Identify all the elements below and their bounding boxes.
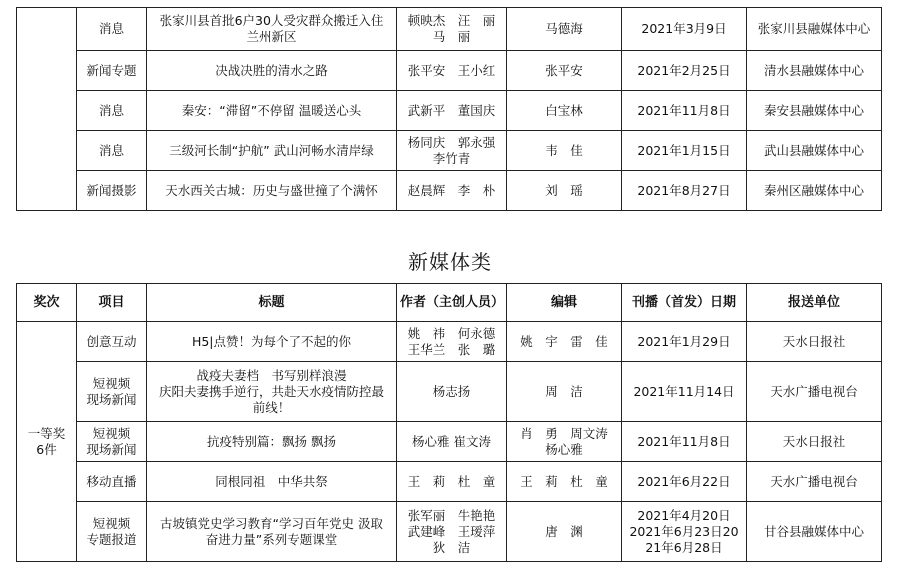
header-date: 刊播（首发）日期 — [622, 284, 747, 322]
title-cell: 古坡镇党史学习教育“学习百年党史 汲取 奋进力量”系列专题课堂 — [147, 502, 397, 562]
section-title: 新媒体类 — [408, 250, 492, 274]
award-cell: 一等奖 6件 — [17, 322, 77, 562]
author-cell: 杨心雅 崔文涛 — [397, 422, 507, 462]
table-row — [17, 51, 882, 91]
header-project: 项目 — [77, 284, 147, 322]
project-cell: 短视频 现场新闻 — [77, 362, 147, 422]
unit-cell: 张家川县融媒体中心 — [747, 8, 882, 51]
editor-cell: 肖 勇 周文涛 杨心雅 — [507, 422, 622, 462]
awards-table-top — [16, 7, 882, 211]
date-cell: 2021年8月27日 — [622, 171, 747, 211]
table-header-row — [17, 284, 882, 322]
date-cell: 2021年3月9日 — [622, 8, 747, 51]
date-cell: 2021年11月14日 — [622, 362, 747, 422]
table-row — [17, 422, 882, 462]
unit-cell: 秦州区融媒体中心 — [747, 171, 882, 211]
table-row — [17, 131, 882, 171]
title-cell: 战疫夫妻档 书写别样浪漫 庆阳夫妻携手逆行，共赴天水疫情防控最 前线！ — [147, 362, 397, 422]
date-cell: 2021年11月8日 — [622, 91, 747, 131]
header-author: 作者（主创人员） — [397, 284, 507, 322]
editor-cell: 韦 佳 — [507, 131, 622, 171]
title-cell: 决战决胜的清水之路 — [147, 51, 397, 91]
editor-cell: 姚 宇 雷 佳 — [507, 322, 622, 362]
project-cell: 新闻摄影 — [77, 171, 147, 211]
author-cell: 顿映杰 汪 丽 马 丽 — [397, 8, 507, 51]
title-cell: 张家川县首批6户30人受灾群众搬迁入住 兰州新区 — [147, 8, 397, 51]
editor-cell: 马德海 — [507, 8, 622, 51]
unit-cell: 清水县融媒体中心 — [747, 51, 882, 91]
unit-cell: 武山县融媒体中心 — [747, 131, 882, 171]
header-unit: 报送单位 — [747, 284, 882, 322]
author-cell: 张军丽 牛艳艳 武建峰 王瑷萍 狄 洁 — [397, 502, 507, 562]
project-cell: 移动直播 — [77, 462, 147, 502]
table-row — [17, 502, 882, 562]
author-cell: 杨同庆 郭永强 李竹青 — [397, 131, 507, 171]
unit-cell: 天水广播电视台 — [747, 362, 882, 422]
unit-cell: 秦安县融媒体中心 — [747, 91, 882, 131]
project-cell: 消息 — [77, 91, 147, 131]
editor-cell: 张平安 — [507, 51, 622, 91]
unit-cell: 天水日报社 — [747, 322, 882, 362]
date-cell: 2021年6月22日 — [622, 462, 747, 502]
award-cell-top — [17, 8, 77, 211]
author-cell: 武新平 董国庆 — [397, 91, 507, 131]
unit-cell: 甘谷县融媒体中心 — [747, 502, 882, 562]
date-cell: 2021年11月8日 — [622, 422, 747, 462]
project-cell: 创意互动 — [77, 322, 147, 362]
header-title: 标题 — [147, 284, 397, 322]
date-cell: 2021年1月29日 — [622, 322, 747, 362]
table-row — [17, 362, 882, 422]
title-cell: 秦安：“滞留”不停留 温暖送心头 — [147, 91, 397, 131]
author-cell: 张平安 王小红 — [397, 51, 507, 91]
table-row — [17, 171, 882, 211]
title-cell: 同根同祖 中华共祭 — [147, 462, 397, 502]
table-row — [17, 462, 882, 502]
title-cell: 天水西关古城：历史与盛世撞了个满怀 — [147, 171, 397, 211]
date-cell: 2021年1月15日 — [622, 131, 747, 171]
author-cell: 赵晨辉 李 朴 — [397, 171, 507, 211]
editor-cell: 王 莉 杜 童 — [507, 462, 622, 502]
editor-cell: 刘 瑶 — [507, 171, 622, 211]
table-row — [17, 8, 882, 51]
editor-cell: 白宝林 — [507, 91, 622, 131]
title-cell: 三级河长制“护航” 武山河畅水清岸绿 — [147, 131, 397, 171]
header-award: 奖次 — [17, 284, 77, 322]
unit-cell: 天水广播电视台 — [747, 462, 882, 502]
project-cell: 短视频 现场新闻 — [77, 422, 147, 462]
editor-cell: 周 洁 — [507, 362, 622, 422]
date-cell: 2021年2月25日 — [622, 51, 747, 91]
project-cell: 消息 — [77, 131, 147, 171]
author-cell: 姚 祎 何永德 王华兰 张 璐 — [397, 322, 507, 362]
table-row — [17, 322, 882, 362]
title-cell: 抗疫特别篇：飘扬 飘扬 — [147, 422, 397, 462]
project-cell: 消息 — [77, 8, 147, 51]
editor-cell: 唐 渊 — [507, 502, 622, 562]
awards-table-new-media — [16, 283, 882, 562]
unit-cell: 天水日报社 — [747, 422, 882, 462]
author-cell: 杨志扬 — [397, 362, 507, 422]
author-cell: 王 莉 杜 童 — [397, 462, 507, 502]
header-editor: 编辑 — [507, 284, 622, 322]
project-cell: 新闻专题 — [77, 51, 147, 91]
date-cell: 2021年4月20日 2021年6月23日20 21年6月28日 — [622, 502, 747, 562]
project-cell: 短视频 专题报道 — [77, 502, 147, 562]
table-row — [17, 91, 882, 131]
title-cell: H5|点赞！为每个了不起的你 — [147, 322, 397, 362]
